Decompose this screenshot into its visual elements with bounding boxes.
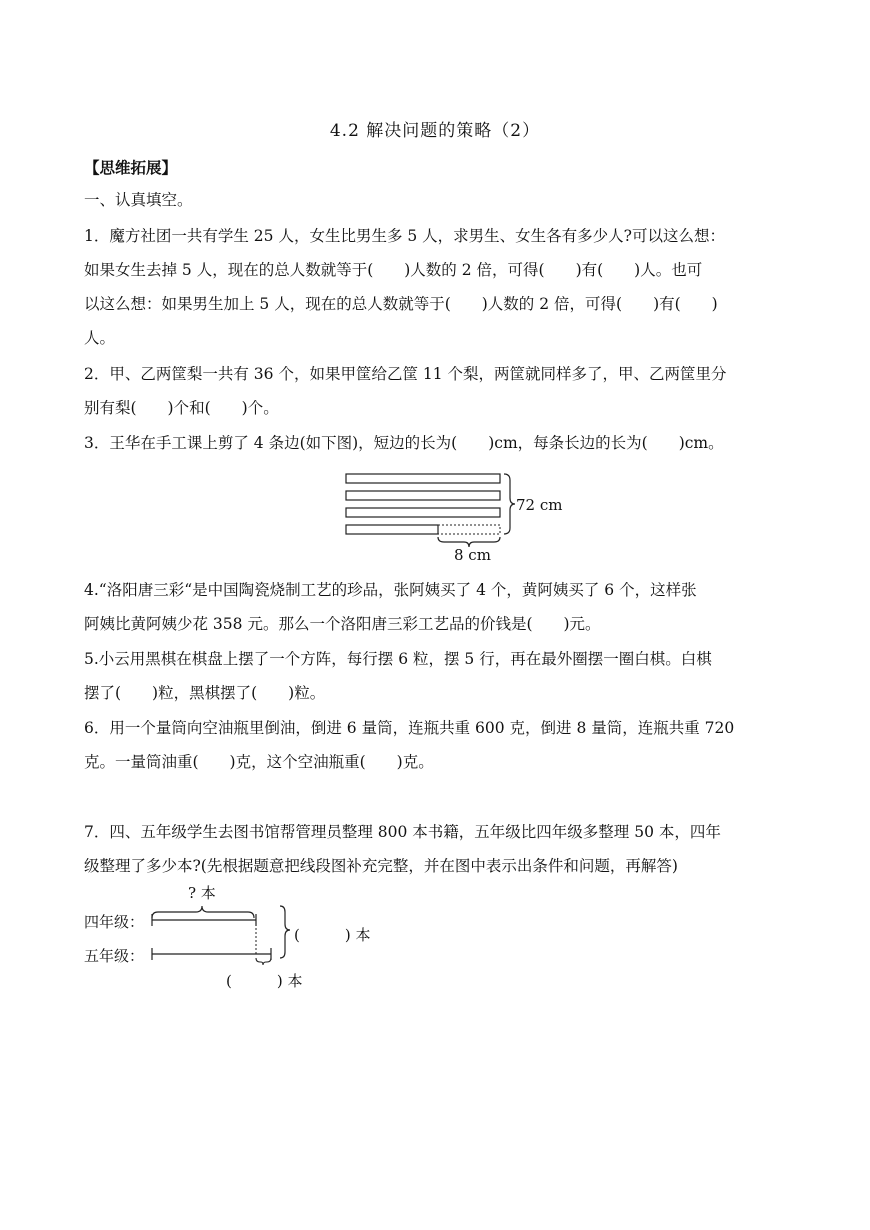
q4-line2: 阿姨比黄阿姨少花 358 元。那么一个洛阳唐三彩工艺品的价钱是( )元。: [84, 615, 601, 633]
q1-line3: 以这么想：如果男生加上 5 人，现在的总人数就等于( )人数的 2 倍，可得( )有( ): [84, 295, 718, 313]
q7-diff-label: ( ) 本: [226, 972, 303, 990]
q3-line1: 3．王华在手工课上剪了 4 条边(如下图)，短边的长为( )cm，每条长边的长为( )cm。: [84, 434, 724, 452]
short-strip: [346, 525, 438, 534]
top-brace: [152, 906, 254, 918]
q2-line2: 别有梨( )个和( )个。: [84, 399, 279, 417]
q5-line1: 5.小云用黑棋在棋盘上摆了一个方阵，每行摆 6 粒，摆 5 行，再在最外圈摆一圈白棋。白棋: [84, 650, 712, 668]
part-heading: 一、认真填空。: [84, 191, 193, 209]
q3-total-label: 72 cm: [516, 496, 563, 514]
q1-line1: 1．魔方社团一共有学生 25 人，女生比男生多 5 人，求男生、女生各有多少人?可以这么想：: [84, 227, 725, 245]
diff-brace: [256, 958, 271, 965]
q6-line2: 克。一量筒油重( )克，这个空油瓶重( )克。: [84, 753, 434, 771]
q4-line1: 4.“洛阳唐三彩“是中国陶瓷烧制工艺的珍品，张阿姨买了 4 个，黄阿姨买了 6 个，这样张: [84, 581, 697, 599]
section-header: 【思维拓展】: [84, 158, 178, 177]
long-strip-1: [346, 474, 500, 483]
q3-diff-label: 8 cm: [454, 546, 491, 564]
right-brace: [280, 906, 290, 958]
q7-segment-diagram: [140, 898, 300, 970]
q1-line2: 如果女生去掉 5 人，现在的总人数就等于( )人数的 2 倍，可得( )有( )人。也可: [84, 261, 703, 279]
page-title: 4.2 解决问题的策略（2）: [329, 121, 541, 141]
q7-total-label: ( ) 本: [294, 926, 371, 944]
long-strip-2: [346, 491, 500, 500]
q7-row1-label: 四年级：: [84, 913, 145, 931]
q7-question-label: ? 本: [188, 884, 216, 902]
q2-line1: 2．甲、乙两筐梨一共有 36 个，如果甲筐给乙筐 11 个梨，两筐就同样多了，甲、乙两筐里分: [84, 365, 727, 383]
q5-line2: 摆了( )粒，黑棋摆了( )粒。: [84, 684, 326, 702]
right-brace: [504, 474, 515, 534]
q7-line2: 级整理了多少本?(先根据题意把线段图补充完整，并在图中表示出条件和问题，再解答): [84, 857, 678, 875]
q6-line1: 6．用一个量筒向空油瓶里倒油，倒进 6 量筒，连瓶共重 600 克，倒进 8 量筒，连瓶共重 720: [84, 719, 735, 737]
q7-row2-label: 五年级：: [84, 947, 145, 965]
q1-line4: 人。: [84, 329, 116, 347]
q7-line1: 7．四、五年级学生去图书馆帮管理员整理 800 本书籍，五年级比四年级多整理 50 本，四年: [84, 823, 721, 841]
long-strip-3: [346, 508, 500, 517]
missing-part-dashed: [438, 525, 500, 534]
